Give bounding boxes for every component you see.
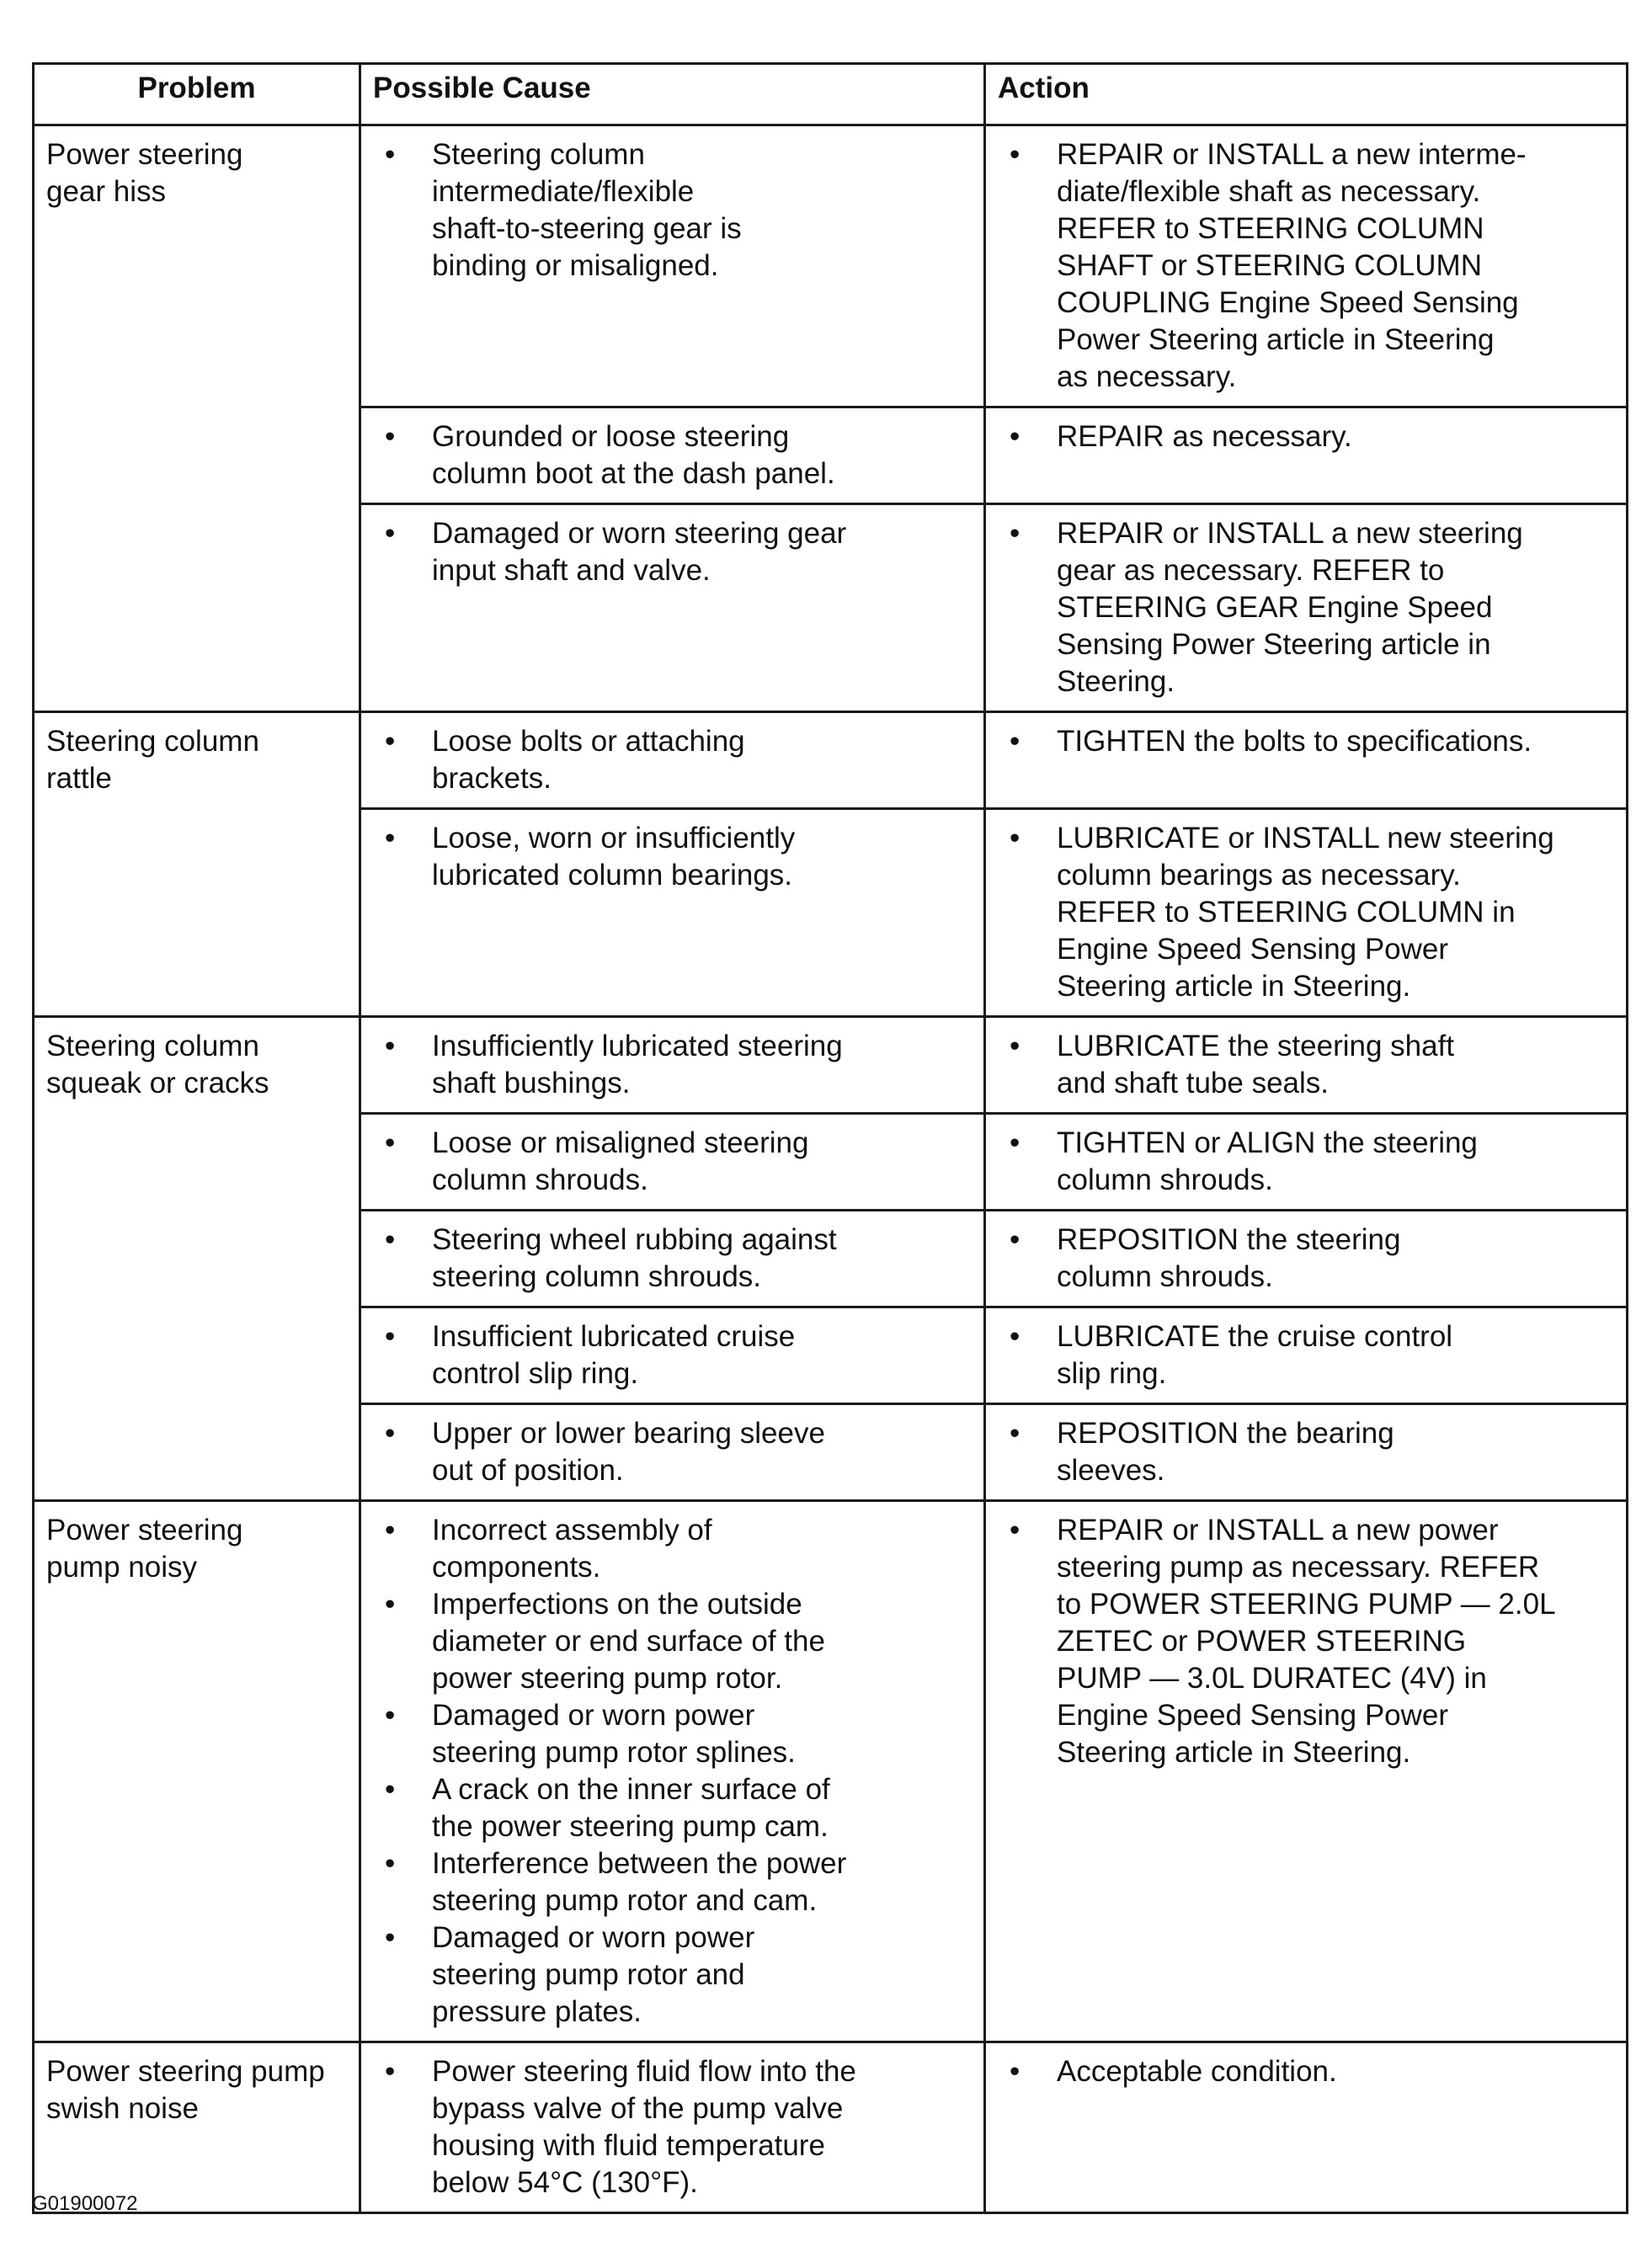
cause-item: • Damaged or worn power steering pump rotor and pressure plates. xyxy=(373,1919,972,2031)
cause-item: • Loose, worn or insufficiently lubricated column bearings. xyxy=(373,820,972,894)
possible-cause-cell xyxy=(360,407,985,504)
header-row xyxy=(34,64,1628,125)
action-cell xyxy=(985,1307,1628,1404)
action-item: • TIGHTEN or ALIGN the steering column shrouds. xyxy=(998,1125,1614,1199)
possible-cause-cell xyxy=(360,1307,985,1404)
action-list xyxy=(998,723,1614,760)
action-list xyxy=(998,418,1614,455)
action-list xyxy=(998,1512,1614,1771)
table-row xyxy=(34,1017,1628,1114)
header-possible-cause: Possible Cause xyxy=(360,64,985,125)
cause-list xyxy=(373,1512,972,2031)
possible-cause-cell xyxy=(360,1017,985,1114)
cause-list xyxy=(373,136,972,285)
problem-cell: Power steering pump swish noise xyxy=(34,2042,360,2213)
cause-item: • Insufficiently lubricated steering shaft bushings. xyxy=(373,1028,972,1102)
action-item: • LUBRICATE the steering shaft and shaft tube seals. xyxy=(998,1028,1614,1102)
possible-cause-cell xyxy=(360,125,985,407)
action-cell xyxy=(985,809,1628,1017)
troubleshooting-document xyxy=(32,62,1626,2214)
action-list xyxy=(998,136,1614,396)
cause-item: • Insufficient lubricated cruise control slip ring. xyxy=(373,1318,972,1392)
action-list xyxy=(998,1318,1614,1392)
cause-item: • A crack on the inner surface of the power steering pump cam. xyxy=(373,1771,972,1845)
cause-list xyxy=(373,2053,972,2201)
cause-item: • Interference between the power steering pump rotor and cam. xyxy=(373,1845,972,1919)
symptom-chart-table xyxy=(32,62,1628,2214)
action-item: • REPAIR or INSTALL a new power steering pump as necessary. REFER to POWER STEERING PUMP — 2.0L ZETEC or POWER STEERING PUMP — 3.0L DURATEC (4V) in Engine Speed Sensing Power Steering article in Steering. xyxy=(998,1512,1614,1771)
possible-cause-cell xyxy=(360,1211,985,1307)
cause-item: • Grounded or loose steering column boot at the dash panel. xyxy=(373,418,972,492)
action-item: • LUBRICATE or INSTALL new steering column bearings as necessary. REFER to STEERING COLUMN in Engine Speed Sensing Power Steering article in Steering. xyxy=(998,820,1614,1005)
action-cell xyxy=(985,2042,1628,2213)
action-cell xyxy=(985,1211,1628,1307)
action-item: • REPAIR as necessary. xyxy=(998,418,1614,455)
action-list xyxy=(998,2053,1614,2090)
cause-list xyxy=(373,820,972,894)
action-cell xyxy=(985,712,1628,809)
action-item: • REPAIR or INSTALL a new steering gear as necessary. REFER to STEERING GEAR Engine Speed Sensing Power Steering article in Steering. xyxy=(998,515,1614,700)
table-body xyxy=(34,125,1628,2213)
table-row xyxy=(34,125,1628,407)
action-cell xyxy=(985,1114,1628,1211)
action-list xyxy=(998,1028,1614,1102)
table-row xyxy=(34,1501,1628,2042)
cause-item: • Steering column intermediate/flexible shaft-to-steering gear is binding or misaligned. xyxy=(373,136,972,285)
cause-item: • Imperfections on the outside diameter or end surface of the power steering pump rotor. xyxy=(373,1586,972,1697)
action-list xyxy=(998,515,1614,700)
cause-list xyxy=(373,515,972,589)
cause-list xyxy=(373,723,972,797)
possible-cause-cell xyxy=(360,712,985,809)
action-item: • REPOSITION the steering column shrouds. xyxy=(998,1222,1614,1296)
action-list xyxy=(998,820,1614,1005)
problem-cell: Steering column squeak or cracks xyxy=(34,1017,360,1501)
problem-cell: Power steering pump noisy xyxy=(34,1501,360,2042)
problem-cell: Steering column rattle xyxy=(34,712,360,1017)
cause-item: • Incorrect assembly of components. xyxy=(373,1512,972,1586)
cause-list xyxy=(373,418,972,492)
action-item: • Acceptable condition. xyxy=(998,2053,1614,2090)
action-item: • REPAIR or INSTALL a new interme- diate/flexible shaft as necessary. REFER to STEERING COLUMN SHAFT or STEERING COLUMN COUPLING Engine Speed Sensing Power Steering article in Steering as necessary. xyxy=(998,136,1614,396)
action-cell xyxy=(985,1501,1628,2042)
cause-item: • Power steering fluid flow into the bypass valve of the pump valve housing with fluid temperature below 54°C (130°F). xyxy=(373,2053,972,2201)
action-list xyxy=(998,1125,1614,1199)
cause-item: • Upper or lower bearing sleeve out of position. xyxy=(373,1415,972,1489)
cause-item: • Loose or misaligned steering column shrouds. xyxy=(373,1125,972,1199)
header-problem: Problem xyxy=(34,64,360,125)
cause-item: • Loose bolts or attaching brackets. xyxy=(373,723,972,797)
problem-cell: Power steering gear hiss xyxy=(34,125,360,712)
table-row xyxy=(34,2042,1628,2213)
cause-item: • Damaged or worn steering gear input shaft and valve. xyxy=(373,515,972,589)
action-cell xyxy=(985,1404,1628,1501)
possible-cause-cell xyxy=(360,1404,985,1501)
possible-cause-cell xyxy=(360,1114,985,1211)
cause-list xyxy=(373,1028,972,1102)
cause-list xyxy=(373,1415,972,1489)
action-list xyxy=(998,1415,1614,1489)
table-row xyxy=(34,712,1628,809)
possible-cause-cell xyxy=(360,504,985,712)
cause-item: • Damaged or worn power steering pump rotor splines. xyxy=(373,1697,972,1771)
cause-list xyxy=(373,1222,972,1296)
possible-cause-cell xyxy=(360,2042,985,2213)
action-cell xyxy=(985,504,1628,712)
cause-list xyxy=(373,1318,972,1392)
figure-code: G01900072 xyxy=(32,2192,138,2215)
action-item: • TIGHTEN the bolts to specifications. xyxy=(998,723,1614,760)
action-cell xyxy=(985,125,1628,407)
possible-cause-cell xyxy=(360,809,985,1017)
action-cell xyxy=(985,407,1628,504)
action-cell xyxy=(985,1017,1628,1114)
cause-list xyxy=(373,1125,972,1199)
action-item: • REPOSITION the bearing sleeves. xyxy=(998,1415,1614,1489)
possible-cause-cell xyxy=(360,1501,985,2042)
action-list xyxy=(998,1222,1614,1296)
header-action: Action xyxy=(985,64,1628,125)
action-item: • LUBRICATE the cruise control slip ring. xyxy=(998,1318,1614,1392)
cause-item: • Steering wheel rubbing against steering column shrouds. xyxy=(373,1222,972,1296)
